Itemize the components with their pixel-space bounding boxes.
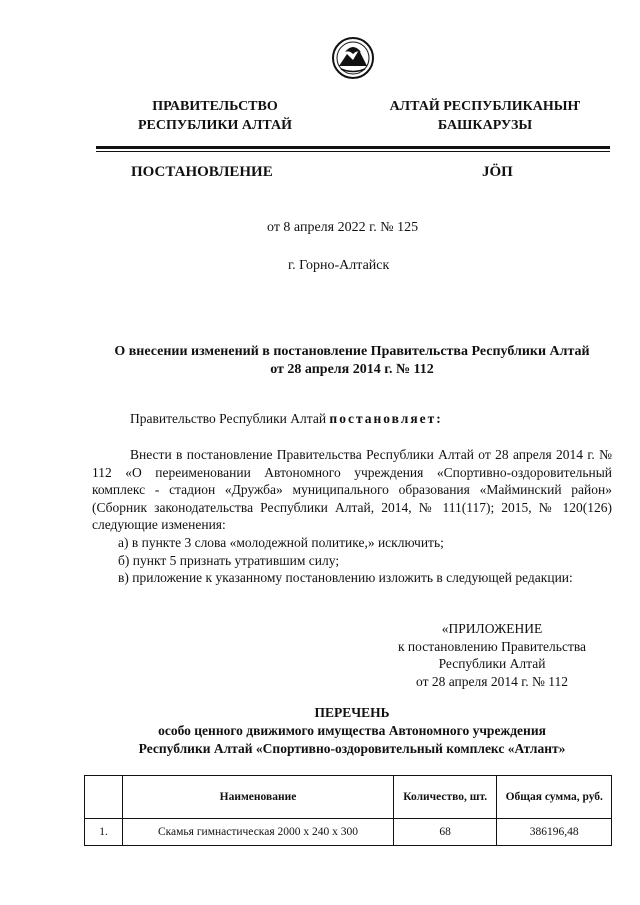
cell-quantity: 68: [393, 819, 497, 846]
appendix-line1: «ПРИЛОЖЕНИЕ: [441, 621, 543, 636]
list-title: [92, 704, 612, 758]
appendix-line3: Республики Алтай: [438, 656, 546, 672]
header-divider-thick: [96, 146, 610, 149]
resolution-intro: [130, 410, 610, 428]
header-right-line1: АЛТАЙ РЕСПУБЛИКАНЫҤ: [389, 99, 581, 114]
list-title-line1: ПЕРЕЧЕНЬ: [314, 705, 390, 720]
list-title-line2: особо ценного движимого имущества Автономного учреждения: [158, 723, 546, 738]
resolves-word: постановляет:: [329, 411, 443, 426]
main-paragraph: Внести в постановление Правительства Республики Алтай от 28 апреля 2014 г. № 112 «О переименовании Автономного учреждения «Спортивно-оздоровительный комплекс - стадион «Дружба» муниципального образования «Майминский район» (Сборник законодательства Республики Алтай, 2014, № 111(117); 2015, № 120(126) следующие изменения:: [92, 447, 612, 533]
header-left: [110, 97, 320, 135]
document-title: [92, 343, 612, 379]
coat-of-arms-icon: [331, 36, 375, 80]
appendix-line4: от 28 апреля 2014 г. № 112: [416, 673, 568, 689]
header-divider-thin: [96, 151, 610, 152]
government-name: Правительство Республики Алтай: [130, 411, 327, 426]
header-left-line2: РЕСПУБЛИКИ АЛТАЙ: [137, 118, 293, 133]
resolution-body: [92, 446, 612, 587]
table-row: [85, 819, 612, 846]
header-right: [385, 97, 585, 135]
property-table: [84, 775, 612, 846]
table-header-row: [85, 776, 612, 819]
title-line1: О внесении изменений в постановление Правительства Республики Алтай: [114, 344, 590, 359]
decree-label-altai: JӦП: [482, 164, 513, 180]
decree-date: от 8 апреля 2022 г. № 125: [267, 220, 419, 235]
appendix-line2: к постановлению Правительства: [397, 638, 587, 654]
cell-sum: 386196,48: [497, 819, 612, 846]
column-header-quantity: Количество, шт.: [393, 776, 497, 819]
column-header-number: [85, 776, 123, 819]
title-line2: от 28 апреля 2014 г. № 112: [270, 362, 434, 377]
header-right-line2: БАШКАРУЗЫ: [437, 118, 533, 133]
cell-number: 1.: [85, 819, 123, 846]
item-a: а) в пункте 3 слова «молодежной политике,» исключить;: [118, 534, 444, 550]
item-b: б) пункт 5 признать утратившим силу;: [118, 552, 340, 568]
decree-label: ПОСТАНОВЛЕНИЕ: [131, 164, 273, 180]
decree-city: г. Горно-Алтайск: [288, 258, 390, 273]
column-header-name: Наименование: [123, 776, 394, 819]
header-left-line1: ПРАВИТЕЛЬСТВО: [152, 99, 278, 114]
column-header-sum: Общая сумма, руб.: [497, 776, 612, 819]
cell-name: Скамья гимнастическая 2000 х 240 х 300: [123, 819, 394, 846]
list-title-line3: Республики Алтай «Спортивно-оздоровительный комплекс «Атлант»: [138, 741, 566, 756]
item-c: в) приложение к указанному постановлению изложить в следующей редакции:: [118, 570, 573, 586]
appendix-block: [372, 620, 612, 690]
